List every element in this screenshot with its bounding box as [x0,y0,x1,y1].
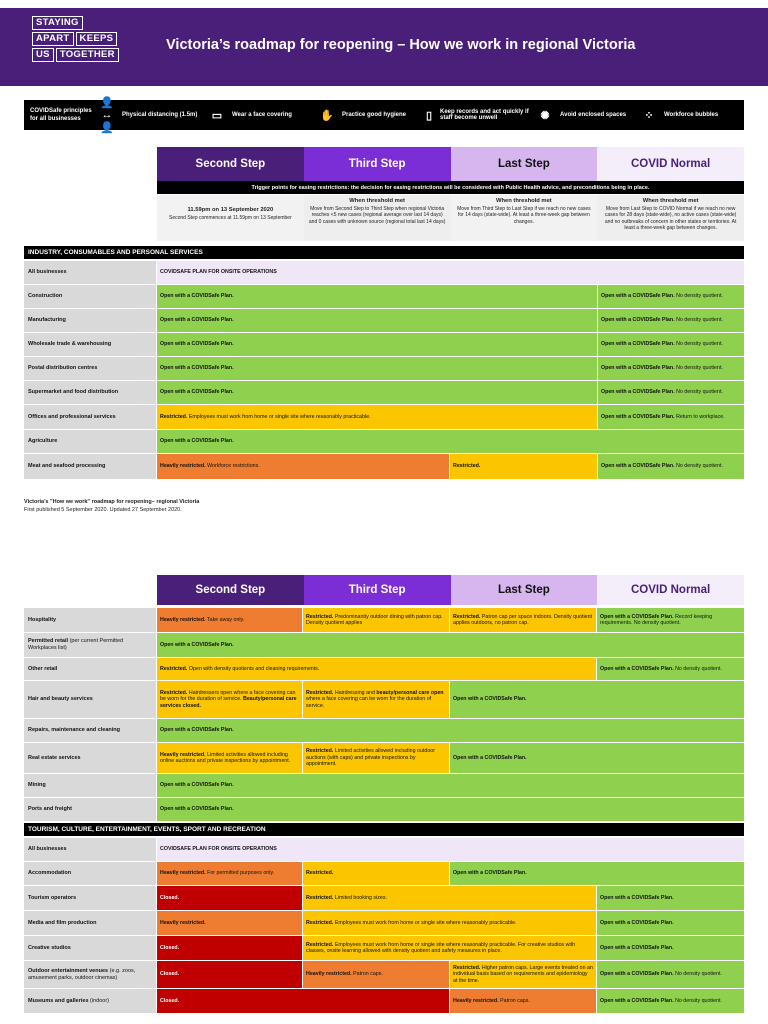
principle-item [422,109,534,122]
threshold-body: Second Step commences at 11.59pm on 13 September [168,214,292,221]
stage-cell [597,911,744,935]
row-label: Ports and freight [24,798,156,821]
threshold-cell [304,195,451,241]
cell-text: Open with a COVIDSafe Plan. [601,365,675,372]
table-row [24,886,744,910]
logo-word: US [32,48,54,62]
row-label: Offices and professional services [24,405,156,429]
stage-cell [303,743,449,773]
plan-cell [157,838,744,861]
row-label: Postal distribution centres [24,357,156,380]
cell-text: Open with a COVIDSafe Plan. [600,894,674,901]
logo-word: KEEPS [76,32,118,46]
covidsafe-principles-bar [24,97,744,134]
cell-text: Heavily restricted. [453,997,499,1004]
stage-second-step: Second Step [157,147,304,181]
cell-text: Predominantly outdoor dining with patron cap. Density quotient applies [306,613,443,626]
cell-text: Heavily restricted. [160,616,206,623]
plan-cell [157,261,744,284]
principle-item [206,109,316,122]
row-label: Meat and seafood processing [24,454,156,479]
stage-last-step: Last Step [451,575,598,605]
clipboard-icon: ▯ [425,109,433,122]
stage-cell [597,886,744,910]
cell-text: Workforce restrictions. [205,463,260,470]
cell-text: Open with a COVIDSafe Plan. [601,341,675,348]
stage-third-step: Third Step [304,575,451,605]
principle-label: Avoid enclosed spaces [560,112,627,118]
stage-header-row-2 [157,575,744,605]
table-row [24,285,744,308]
stage-cell [450,961,596,988]
stage-cell [598,405,744,429]
stage-cell [157,381,597,404]
table-row [24,357,744,380]
table-row [24,658,744,680]
cell-text: Restricted. [306,748,334,755]
table-row [24,633,744,657]
cell-text: Limited activities allowed including online auctions and private inspections by appointment. [160,751,291,764]
table-row [24,862,744,885]
cell-text: Open with a COVIDSafe Plan. [601,293,675,300]
table-row [24,681,744,718]
principle-item [534,109,638,122]
row-label: Real estate services [24,743,156,773]
stage-cell [450,743,744,773]
table-row [24,936,744,960]
label-text: Museums and galleries [28,997,89,1004]
cell-text: Open with a COVIDSafe Plan. [453,870,527,877]
stage-cell [598,309,744,332]
threshold-title: When threshold met [642,198,699,204]
stage-third-step: Third Step [304,147,451,181]
principle-label: Physical distancing (1.5m) [122,112,198,118]
stage-cell [450,454,597,479]
table-row [24,608,744,632]
cell-text: Open with a COVIDSafe Plan. [601,389,675,396]
cell-text: Open with a COVIDSafe Plan. [160,782,234,789]
cell-text: Restricted. [453,613,481,620]
trigger-banner: Trigger points for easing restrictions: the decision for easing restrictions will be considered with Public Health advice, and preconditions being in place. [157,181,744,194]
row-label [24,989,156,1013]
table-row [24,961,744,988]
row-label: Accommodation [24,862,156,885]
cell-text: Employees must work from home or single site where reasonably practicable. [333,919,517,926]
stage-cell [597,936,744,960]
face-mask-icon: ▭ [211,109,223,122]
cell-text: Closed. [160,997,180,1004]
cell-text: Closed. [160,944,180,951]
row-label [24,633,156,657]
cell-text: No density quotient. [674,341,723,348]
cell-text: Restricted. [306,919,334,926]
row-label: Wholesale trade & warehousing [24,333,156,356]
cell-text: Heavily restricted. [306,971,352,978]
principle-item [638,109,738,122]
stage-cell [157,936,302,960]
cell-text: Hairdressing and [333,689,377,696]
people-distance-icon: 👤↔👤 [100,97,114,134]
cell-text: Open with a COVIDSafe Plan. [160,641,234,648]
stage-cell [597,658,744,680]
cell-text: Restricted. [306,941,334,948]
stage-cell [303,681,449,718]
threshold-row [157,195,744,241]
stage-header-row [157,147,744,181]
cell-text: Restricted. [453,463,481,470]
table-row [24,774,744,797]
cell-text: Limited activities allowed including outdoor auctions (with caps) and private inspections by appointment. [306,748,435,768]
footer-note [24,498,199,514]
cell-text: Heavily restricted. [160,751,206,758]
stage-cell [157,430,744,453]
cell-text: Patron cap per space indoors. Density quotient applies outdoors, no patron cap. [453,613,592,626]
principle-item [316,109,422,122]
stage-cell [157,911,302,935]
stage-cell [597,989,744,1013]
cell-text: Open with a COVIDSafe Plan. [453,754,527,761]
principle-label: Workforce bubbles [664,112,719,118]
stage-cell [303,886,596,910]
table-row [24,430,744,453]
cell-text: Open with a COVIDSafe Plan. [600,613,674,620]
cell-text: Heavily restricted. [160,919,206,926]
stage-cell [157,608,302,632]
logo-word: TOGETHER [56,48,119,62]
stage-cell [157,333,597,356]
stage-cell [157,309,597,332]
stage-cell [450,608,596,632]
stage-cell [157,862,302,885]
cell-text: Restricted. [306,689,334,696]
stage-cell [157,357,597,380]
cell-text: Restricted. [160,413,188,420]
threshold-cell [451,195,598,241]
table-row [24,719,744,742]
table-row [24,405,744,429]
stage-cell [303,911,596,935]
cell-text: Open with a COVIDSafe Plan. [600,919,674,926]
footer-title: Victoria’s "How we work" roadmap for reopening– regional Victoria [24,499,200,505]
stage-cell [157,886,302,910]
cell-text: Open with a COVIDSafe Plan. [160,438,234,445]
cell-text: Restricted. [453,964,481,971]
stage-last-step: Last Step [451,147,598,181]
label-text: Outdoor entertainment venues [28,967,109,974]
cell-text: Take away only. [205,616,245,623]
threshold-body: Move from Last Step to COVID Normal if we reach no new cases for 28 days (state-wide), no active cases (state-wide) and no outbreaks of concern in other states or territories. At least a three-week gap between changes. [604,205,737,231]
cell-text: Return to workplace. [674,413,725,420]
stage-cell [598,357,744,380]
cell-text: Open with a COVIDSafe Plan. [160,341,234,348]
stage-second-step: Second Step [157,575,304,605]
threshold-body: Move from Third Step to Last Step if we reach no new cases for 14 days (state-wide). At least a three-week gap between changes. [457,205,591,225]
label-text: (e.g. zoos, amusement parks, outdoor cinemas) [28,967,136,981]
cell-text: Open with a COVIDSafe Plan. [601,317,675,324]
row-label: Repairs, maintenance and cleaning [24,719,156,742]
stage-cell [157,633,744,657]
label-text: Permitted retail [28,638,69,644]
cell-text: Heavily restricted. [160,463,206,470]
row-label: Hospitality [24,608,156,632]
cell-text: No density quotient. [674,365,723,372]
threshold-title: 11.59pm on 13 September 2020 [187,207,274,213]
page-header [0,8,768,86]
row-label: Hair and beauty services [24,681,156,718]
cell-text: Beauty/personal care services closed. [160,696,297,709]
threshold-body: Move from Second Step to Third Step when regional Victoria reaches <5 new cases (regional average over last 14 days) and 0 cases with unknown source (regional total last 14 days) [308,205,446,225]
cell-text: No density quotient. [673,971,722,978]
row-label: All businesses [24,261,156,284]
cell-text: No density quotient. [674,463,723,470]
cell-text: Employees must work from home or single site where reasonably practicable. For creative studios with classes, onsite learning allowed with density quotient and safety measures in place. [306,941,576,954]
page-title: Victoria’s roadmap for reopening – How we work in regional Victoria [166,37,636,53]
cell-text: Open with a COVIDSafe Plan. [160,806,234,813]
cell-text: No density quotient. [673,665,722,672]
table-row [24,261,744,284]
stage-cell [157,285,597,308]
cell-text: No density quotient. [674,389,723,396]
cell-text: For permitted purposes only. [205,870,275,877]
table-row [24,381,744,404]
row-label: Media and film production [24,911,156,935]
cell-text: Higher patron caps. Large events treated on an individual basis based on requirements and epidemiology at the time. [453,964,593,984]
cell-text: COVIDSAFE PLAN FOR ONSITE OPERATIONS [160,846,277,853]
cell-text: Restricted. [160,665,188,672]
table-row [24,333,744,356]
row-label [24,961,156,988]
section-header-industry: INDUSTRY, CONSUMABLES AND PERSONAL SERVICES [24,246,744,259]
stage-cell [598,285,744,308]
enclosed-space-icon: ✺ [540,109,550,122]
threshold-cell [597,195,744,241]
stage-cell [157,743,302,773]
stage-cell [157,961,302,988]
cell-text: No density quotient. [674,317,723,324]
cell-text: Open with a COVIDSafe Plan. [160,293,234,300]
staying-apart-logo [32,16,115,64]
label-text: (per current Permitted Workplaces list) [28,638,124,651]
cell-text: Open with a COVIDSafe Plan. [453,696,527,703]
cell-text: where a face covering can be worn for the duration of service. [306,696,432,709]
principle-label: Keep records and act quickly if staff become unwell [440,109,529,121]
stage-cell [598,333,744,356]
cell-text: Patron caps. [498,997,530,1004]
stage-cell [303,961,449,988]
stage-cell [303,862,449,885]
cell-text: Open with a COVIDSafe Plan. [600,944,674,951]
cell-text: No density quotient. [674,293,723,300]
row-label: Manufacturing [24,309,156,332]
table-row [24,743,744,773]
threshold-cell [157,195,304,241]
threshold-title: When threshold met [496,198,552,204]
cell-text: Open with a COVIDSafe Plan. [160,389,234,396]
logo-word: APART [32,32,74,46]
bubble-icon: ⁘ [644,109,654,122]
cell-text: Open with density quotients and cleaning requirements. [187,665,320,672]
cell-text: No density quotient. [673,997,722,1004]
stage-cell [157,658,596,680]
cell-text: Limited booking sizes. [333,894,387,901]
cell-text: Closed. [160,971,180,978]
stage-cell [157,774,744,797]
section-header-tourism: TOURISM, CULTURE, ENTERTAINMENT, EVENTS, SPORT AND RECREATION [24,823,744,836]
stage-cell [598,454,744,479]
cell-text: COVIDSAFE PLAN FOR ONSITE OPERATIONS [160,269,277,276]
stage-cell [598,381,744,404]
row-label: Mining [24,774,156,797]
principle-item [96,96,206,134]
row-label: Other retail [24,658,156,680]
principle-label: Practice good hygiene [342,112,407,118]
cell-text: Hairdressers open where a face covering can be worn for the duration of service. [160,689,296,703]
table-row [24,309,744,332]
table-row [24,798,744,821]
label-text: (indoor) [88,997,110,1004]
stage-cell [597,961,744,988]
cell-text: Open with a COVIDSafe Plan. [600,997,674,1004]
footer-date: First published 5 September 2020. Updated 27 September 2020. [24,507,182,513]
cell-text: Restricted. [306,894,334,901]
cell-text: Restricted. [306,613,334,620]
row-label: Agriculture [24,430,156,453]
table-row [24,838,744,861]
row-label: Creative studios [24,936,156,960]
cell-text: Closed. [160,894,180,901]
stage-cell [450,862,744,885]
cell-text: Open with a COVIDSafe Plan. [600,665,674,672]
cell-text: Open with a COVIDSafe Plan. [160,727,234,734]
stage-covid-normal: COVID Normal [597,147,744,181]
stage-cell [157,798,744,821]
stage-cell [450,681,744,718]
stage-cell [303,936,596,960]
cell-text: beauty/personal care open [376,689,444,696]
threshold-title: When threshold met [349,198,405,204]
stage-covid-normal: COVID Normal [597,575,744,605]
cell-text: Employees must work from home or single site where reasonably practicable. [187,413,371,420]
table-row [24,454,744,479]
principle-label: Wear a face covering [232,112,292,118]
stage-cell [157,454,449,479]
row-label: All businesses [24,838,156,861]
stage-cell [157,681,302,718]
stage-cell [450,989,596,1013]
logo-word: STAYING [32,16,83,30]
cell-text: Open with a COVIDSafe Plan. [160,365,234,372]
cell-text: Record keeping requirements. No density quotient. [600,613,713,626]
cell-text: Patron caps. [351,971,383,978]
row-label: Construction [24,285,156,308]
cell-text: Restricted. [160,689,188,696]
cell-text: Open with a COVIDSafe Plan. [160,317,234,324]
cell-text: Open with a COVIDSafe Plan. [600,971,674,978]
stage-cell [303,608,449,632]
cell-text: Heavily restricted. [160,870,206,877]
table-row [24,911,744,935]
stage-cell [597,608,744,632]
cell-text: Open with a COVIDSafe Plan. [601,463,675,470]
row-label: Supermarket and food distribution [24,381,156,404]
stage-cell [157,989,449,1013]
cell-text: Open with a COVIDSafe Plan. [601,413,675,420]
cell-text: Restricted. [306,870,334,877]
principles-lead: COVIDSafe principles for all businesses [30,108,92,122]
table-row [24,989,744,1013]
row-label: Tourism operators [24,886,156,910]
stage-cell [157,405,597,429]
hand-wash-icon: ✋ [320,109,334,122]
stage-cell [157,719,744,742]
